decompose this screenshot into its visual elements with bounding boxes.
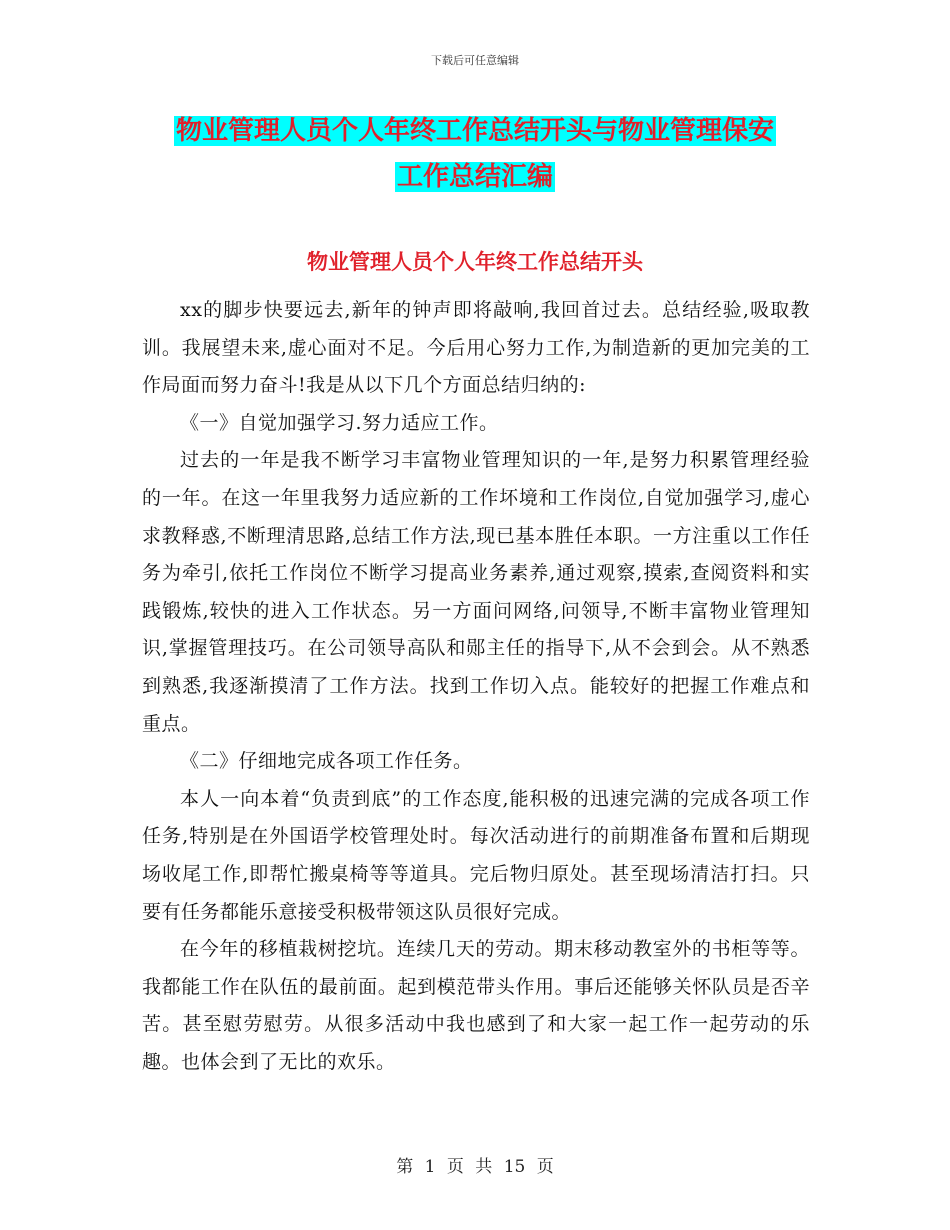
document-body (142, 292, 810, 1081)
document-title-line-2: 工作总结汇编 (396, 162, 553, 192)
paragraph: 过去的一年是我不断学习丰富物业管理知识的一年,是努力积累管理经验的一年。在这一年里我努力适应新的工作坏境和工作岗位,自觉加强学习,虚心求教释惑,不断理清思路,总结工作方法,现已基本胜任本职。一方注重以工作任务为牵引,依托工作岗位不断学习提高业务素养,通过观察,摸索,查阅资料和实践锻炼,较快的进入工作状态。另一方面问网络,问领导,不断丰富物业管理知识,掌握管理技巧。在公司领导高队和郧主任的指导下,从不会到会。从不熟悉到熟悉,我逐渐摸清了工作方法。找到工作切入点。能较好的把握工作难点和重点。 (142, 449, 810, 735)
paragraph: 在今年的移植栽树挖坑。连续几天的劳动。期末移动教室外的书柜等等。我都能工作在队伍的最前面。起到模范带头作用。事后还能够关怀队员是否辛苦。甚至慰劳慰劳。从很多活动中我也感到了和大家一起工作一起劳动的乐趣。也体会到了无比的欢乐。 (142, 938, 810, 1073)
document-title (150, 108, 800, 200)
page-number-footer: 第 1 页 共 15 页 (396, 1157, 554, 1177)
paragraph: xx的脚步快要远去,新年的钟声即将敲响,我回首过去。总结经验,吸取教训。我展望未来,虚心面对不足。今后用心努力工作,为制造新的更加完美的工作局面而努力奋斗!我是从以下几个方面总结归纳的: (142, 299, 810, 397)
paragraph: 本人一向本着“负责到底”的工作态度,能积极的迅速完满的完成各项工作任务,特别是在外国语学校管理处时。每次活动进行的前期准备布置和后期现场收尾工作,即帮忙搬桌椅等等道具。完后物归原处。甚至现场清洁打扫。只要有任务都能乐意接受积极带领这队员很好完成。 (142, 787, 810, 923)
document-title-line-1: 物业管理人员个人年终工作总结开头与物业管理保安 (175, 116, 774, 146)
paragraph-heading: 《二》仔细地完成各项工作任务。 (180, 750, 473, 773)
section-title: 物业管理人员个人年终工作总结开头 (307, 249, 643, 274)
header-note: 下载后可任意编辑 (431, 54, 519, 67)
paragraph-heading: 《一》自觉加强学习.努力适应工作。 (180, 411, 499, 434)
